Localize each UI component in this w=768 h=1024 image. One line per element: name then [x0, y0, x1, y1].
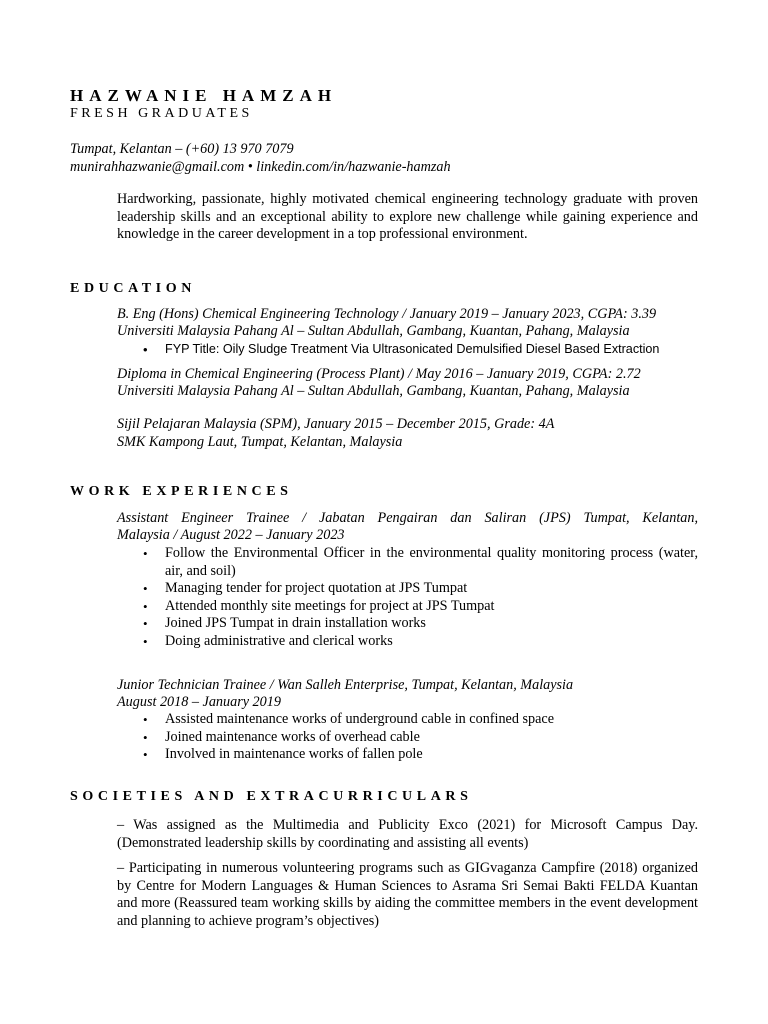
education-entry-3-qualification: Sijil Pelajaran Malaysia (SPM), January 2015 – December 2015, Grade: 4A: [117, 416, 555, 432]
list-item: • Attended monthly site meetings for project at JPS Tumpat: [117, 598, 698, 616]
job-2-bullets: [117, 711, 698, 764]
society-item-1: – Was assigned as the Multimedia and Publicity Exco (2021) for Microsoft Campus Day. (Demonstrated leadership skills by coordinating and assisting all events): [117, 817, 698, 851]
list-item: • Doing administrative and clerical works: [117, 633, 698, 651]
education-heading: EDUCATION: [70, 281, 196, 296]
job-1-period: Malaysia / August 2022 – January 2023: [117, 527, 345, 543]
job-2-period: August 2018 – January 2019: [117, 694, 281, 710]
society-item-2: – Participating in numerous volunteering programs such as GIGvaganza Campfire (2018) organized by Centre for Modern Languages & Human Sciences to Asrama Sri Semai Bakti FELDA Kuantan and more (Reassured team working skills by aiding the committee members in the event development and planning to achieve program’s objectives): [117, 860, 698, 929]
list-item: • Joined JPS Tumpat in drain installation works: [117, 615, 698, 633]
list-item: • FYP Title: Oily Sludge Treatment Via Ultrasonicated Demulsified Diesel Based Extraction: [117, 341, 698, 359]
societies-heading: SOCIETIES AND EXTRACURRICULARS: [70, 789, 473, 804]
education-entry-3-school: SMK Kampong Laut, Tumpat, Kelantan, Malaysia: [117, 434, 403, 450]
candidate-subtitle: FRESH GRADUATES: [70, 106, 253, 121]
list-item: • Managing tender for project quotation at JPS Tumpat: [117, 580, 698, 598]
education-entry-1-institution: Universiti Malaysia Pahang Al – Sultan Abdullah, Gambang, Kuantan, Pahang, Malaysia: [117, 323, 630, 339]
work-heading: WORK EXPERIENCES: [70, 484, 293, 499]
job-1-title: Assistant Engineer Trainee / Jabatan Pengairan dan Saliran (JPS) Tumpat, Kelantan,: [117, 510, 698, 526]
contact-email-linkedin: munirahhazwanie@gmail.com • linkedin.com/in/hazwanie-hamzah: [70, 159, 451, 175]
education-entry-1-bullets: [117, 341, 698, 359]
candidate-name: HAZWANIE HAMZAH: [70, 86, 338, 105]
profile-summary: Hardworking, passionate, highly motivated chemical engineering technology graduate with proven leadership skills and an exceptional ability to explore new challenge while gaining experience and knowledge in the career development in a top professional environment.: [117, 191, 698, 242]
job-1-bullets: [117, 545, 698, 651]
education-entry-2-degree: Diploma in Chemical Engineering (Process Plant) / May 2016 – January 2019, CGPA: 2.72: [117, 366, 641, 382]
list-item: • Assisted maintenance works of underground cable in confined space: [117, 711, 698, 729]
contact-location-phone: Tumpat, Kelantan – (+60) 13 970 7079: [70, 141, 294, 157]
job-2-title: Junior Technician Trainee / Wan Salleh Enterprise, Tumpat, Kelantan, Malaysia: [117, 677, 574, 693]
list-item: • Follow the Environmental Officer in the environmental quality monitoring process (water, air, and soil): [117, 545, 698, 580]
education-entry-1-degree: B. Eng (Hons) Chemical Engineering Technology / January 2019 – January 2023, CGPA: 3.39: [117, 306, 657, 322]
list-item: • Joined maintenance works of overhead cable: [117, 729, 698, 747]
list-item: • Involved in maintenance works of fallen pole: [117, 746, 698, 764]
education-entry-2-institution: Universiti Malaysia Pahang Al – Sultan Abdullah, Gambang, Kuantan, Pahang, Malaysia: [117, 383, 630, 399]
